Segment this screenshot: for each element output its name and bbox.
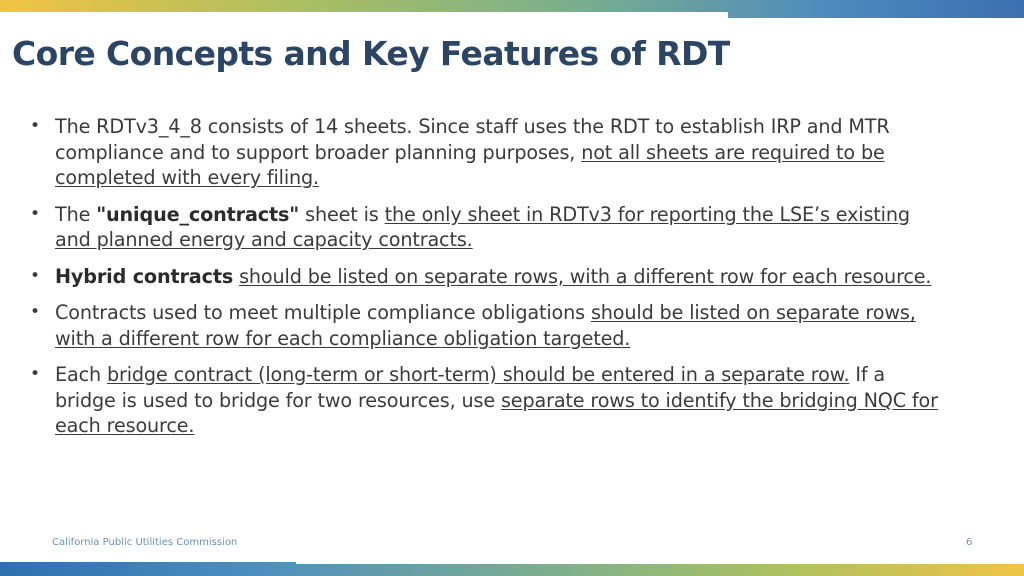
- bullet-text: Contracts used to meet multiple compliance obligations: [55, 301, 591, 324]
- bullet-item: [30, 202, 950, 253]
- bullet-marker: •: [30, 116, 40, 136]
- bottom-gradient-bar: [0, 562, 1024, 576]
- bullet-list: [30, 114, 950, 450]
- bold-text: Hybrid contracts: [55, 264, 234, 288]
- underlined-text: not all sheets are required to be completed with every filing.: [55, 140, 885, 189]
- page-number: 6: [966, 537, 973, 548]
- bullet-text: If a bridge is used to bridge for two resources, use: [55, 363, 886, 412]
- bullet-marker: •: [30, 302, 40, 322]
- bullet-text: The RDTv3_4_8 consists of 14 sheets. Since staff uses the RDT to establish IRP and MTR compliance and to support broader planning purposes,: [55, 115, 890, 164]
- bullet-item: [30, 362, 950, 439]
- bottom-bar-mask: [296, 556, 1024, 564]
- underlined-text: should be listed on separate rows, with a different row for each compliance obligation targeted.: [55, 301, 916, 350]
- bullet-marker: •: [30, 364, 40, 384]
- bullet-text: sheet is: [299, 202, 385, 226]
- bullet-item: [30, 264, 950, 290]
- bullet-text: The: [55, 202, 97, 226]
- slide-title: Core Concepts and Key Features of RDT: [12, 34, 730, 73]
- bullet-text: Each: [55, 363, 107, 386]
- footer-organization: California Public Utilities Commission: [52, 537, 238, 548]
- underlined-text: the only sheet in RDTv3 for reporting the LSE’s existing and planned energy and capacity contracts.: [55, 202, 910, 251]
- underlined-text: bridge contract (long-term or short-term) should be entered in a separate row.: [106, 363, 850, 386]
- underlined-text: should be listed on separate rows, with a different row for each resource.: [239, 264, 932, 288]
- bullet-marker: •: [30, 265, 40, 286]
- top-bar-mask: [0, 12, 728, 22]
- bullet-item: [30, 114, 950, 191]
- underlined-text: separate rows to identify the bridging NQC for each resource.: [55, 388, 938, 437]
- bullet-item: [30, 300, 950, 351]
- bold-text: "unique_contracts": [96, 202, 300, 226]
- bullet-marker: •: [30, 203, 40, 224]
